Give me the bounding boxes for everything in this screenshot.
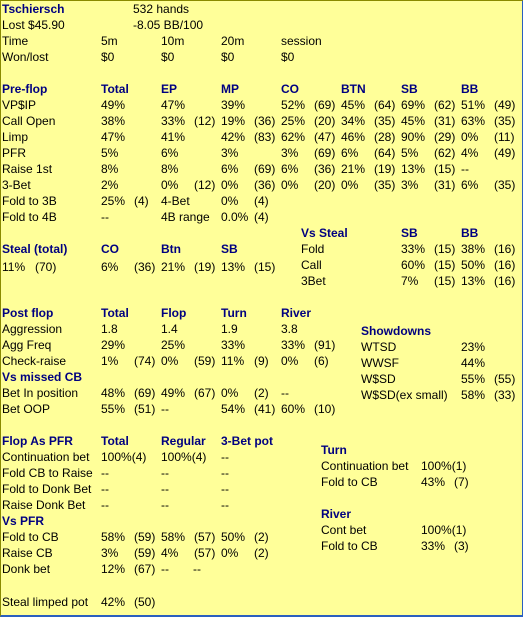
cell: 6% <box>221 162 239 176</box>
cell: 13% <box>221 260 246 274</box>
row-label: Fold to CB <box>2 530 59 544</box>
cell-count: (59) <box>134 530 156 544</box>
row-label: Continuation bet <box>321 459 409 473</box>
cell-count: (50) <box>134 595 156 609</box>
row-label: Steal limped pot <box>2 595 89 609</box>
cell: 45% <box>401 114 426 128</box>
cell: 1% <box>101 354 119 368</box>
cell: -- <box>221 466 229 480</box>
cell-count: (2) <box>254 386 269 400</box>
row-label: Limp <box>2 130 29 144</box>
cell: 4% <box>461 146 479 160</box>
postflop-col-river: River <box>281 306 312 320</box>
row-label: Fold to Donk Bet <box>2 482 92 496</box>
cell-count: (35) <box>494 178 516 192</box>
cell: 45% <box>341 98 366 112</box>
cell: 3% <box>401 178 419 192</box>
vs-steal-col-bb: BB <box>461 226 479 240</box>
cell-count: (69) <box>314 146 336 160</box>
cell: 0% <box>221 194 239 208</box>
cell: 6% <box>101 260 119 274</box>
postflop-title: Post flop <box>2 306 54 320</box>
steal-col-sb: SB <box>221 242 238 256</box>
cell: 11% <box>221 354 245 368</box>
cell: -- <box>101 482 109 496</box>
cell-count: (70) <box>35 260 57 274</box>
row-label: Call <box>301 258 322 272</box>
cell: 47% <box>101 130 126 144</box>
cell: 3.8 <box>281 322 298 336</box>
cell: 13% <box>401 162 426 176</box>
cell: 50% <box>461 258 486 272</box>
row-label: PFR <box>2 146 26 160</box>
turn-title: Turn <box>321 443 347 457</box>
cell: -- <box>161 498 169 512</box>
cell: 42% <box>221 130 246 144</box>
cell-count: (59) <box>194 354 216 368</box>
cell: 52% <box>281 98 306 112</box>
cell-count: (6) <box>314 354 329 368</box>
cell-count: (12) <box>194 178 216 192</box>
cell: 33% <box>161 114 186 128</box>
cell: 4% <box>161 546 179 560</box>
cell: 58% <box>161 530 186 544</box>
row-label: Raise Donk Bet <box>2 498 86 512</box>
cell: 0% <box>161 354 179 368</box>
cell-count: (3) <box>454 539 469 553</box>
cell: 41% <box>161 130 186 144</box>
cell: 60% <box>281 402 306 416</box>
cell: 5% <box>101 146 119 160</box>
cell: 43% <box>421 475 446 489</box>
cell-count: (19) <box>194 260 216 274</box>
cell: 0% <box>161 178 179 192</box>
postflop-col-flop: Flop <box>161 306 187 320</box>
wonlost-session: $0 <box>281 50 295 64</box>
flop-pfr-col-regular: Regular <box>161 434 206 448</box>
cell-count: (35) <box>494 114 516 128</box>
row-label: Agg Freq <box>2 338 52 352</box>
cell: -- <box>161 466 169 480</box>
steal-col-btn: Btn <box>161 242 181 256</box>
cell: 46% <box>341 130 366 144</box>
row-label: Fold to 4B <box>2 210 57 224</box>
cell: 49% <box>101 98 126 112</box>
cell: 38% <box>101 114 126 128</box>
cell: 1.8 <box>101 322 118 336</box>
cell: 0.0% <box>221 210 249 224</box>
row-label: VP$IP <box>2 98 37 112</box>
row-label: 3Bet <box>301 274 326 288</box>
row-label: 3-Bet <box>2 178 31 192</box>
preflop-col-bb: BB <box>461 82 479 96</box>
cell-count: (57) <box>194 546 216 560</box>
flop-pfr-col-total: Total <box>101 434 129 448</box>
cell: -- <box>101 466 109 480</box>
cell: 21% <box>341 162 366 176</box>
vs-missed-cb-title: Vs missed CB <box>2 370 83 384</box>
cell: 19% <box>221 114 246 128</box>
bb-per-100: -8.05 BB/100 <box>133 18 204 32</box>
cell: 0% <box>221 178 239 192</box>
cell: 6% <box>461 178 479 192</box>
wonlost-label: Won/lost <box>2 50 49 64</box>
cell-count: (69) <box>254 162 276 176</box>
cell: 33% <box>281 338 306 352</box>
cell: 21% <box>161 260 186 274</box>
cell: 55% <box>461 372 486 386</box>
cell: 47% <box>161 98 186 112</box>
cell-count: (31) <box>434 114 456 128</box>
preflop-col-ep: EP <box>161 82 178 96</box>
cell-count: (64) <box>374 146 396 160</box>
time-5m: 5m <box>101 34 118 48</box>
flop-pfr-title: Flop As PFR <box>2 434 73 448</box>
cell-count: (29) <box>434 130 456 144</box>
player-name: Tschiersch <box>2 2 65 16</box>
cell: 55% <box>101 402 126 416</box>
cell-count: (35) <box>374 178 396 192</box>
cell-count: (9) <box>254 354 269 368</box>
cell-count: (15) <box>434 242 456 256</box>
cell-count: (15) <box>434 162 456 176</box>
cell: -- <box>461 162 469 176</box>
cell-count: (4) <box>134 194 149 208</box>
row-label: Fold to CB <box>321 475 378 489</box>
cell-count: (16) <box>494 242 516 256</box>
cell-count: (62) <box>434 98 456 112</box>
cell: 5% <box>401 146 419 160</box>
steal-title: Steal (total) <box>2 242 68 256</box>
cell: -- <box>221 482 229 496</box>
row-label: Aggression <box>2 322 63 336</box>
lost-amount: Lost $45.90 <box>2 18 65 32</box>
vs-steal-col-sb: SB <box>401 226 418 240</box>
postflop-col-total: Total <box>101 306 129 320</box>
row-label: Bet OOP <box>2 402 51 416</box>
cell-count: (64) <box>374 98 396 112</box>
row-label: WWSF <box>361 356 399 370</box>
cell: 3% <box>281 146 299 160</box>
cell-label: 4B range <box>161 210 210 224</box>
cell-count: (33) <box>494 388 516 402</box>
cell-count: (28) <box>374 130 396 144</box>
cell: 58% <box>101 530 126 544</box>
cell: 69% <box>401 98 426 112</box>
cell-count: (15) <box>434 258 456 272</box>
cell-count: (55) <box>494 372 516 386</box>
cell-count: (16) <box>494 274 516 288</box>
postflop-col-turn: Turn <box>221 306 247 320</box>
cell: 25% <box>101 194 126 208</box>
preflop-title: Pre-flop <box>2 82 48 96</box>
cell-count: (49) <box>494 98 516 112</box>
cell: 100%(4) <box>101 450 147 464</box>
cell-count: (20) <box>314 178 336 192</box>
row-label: Raise CB <box>2 546 53 560</box>
row-label: W$SD <box>361 372 396 386</box>
cell-count: (67) <box>134 562 156 576</box>
flop-pfr-col-3bet: 3-Bet pot <box>221 434 273 448</box>
cell: -- <box>161 562 169 576</box>
cell: -- <box>161 402 169 416</box>
cell: 90% <box>401 130 426 144</box>
cell-count: (10) <box>314 402 336 416</box>
row-label: Fold to CB <box>321 539 378 553</box>
cell-count: (51) <box>134 402 156 416</box>
cell: 23% <box>461 340 486 354</box>
cell: 29% <box>101 338 126 352</box>
cell-count: (36) <box>314 162 336 176</box>
cell: 50% <box>221 530 246 544</box>
row-label: Donk bet <box>2 562 51 576</box>
cell: -- <box>281 386 289 400</box>
cell: 100%(1) <box>421 459 467 473</box>
row-label: Raise 1st <box>2 162 53 176</box>
preflop-col-co: CO <box>281 82 299 96</box>
cell: 58% <box>461 388 486 402</box>
cell: 33% <box>401 242 426 256</box>
cell-count: (36) <box>254 114 276 128</box>
time-20m: 20m <box>221 34 245 48</box>
cell: 6% <box>161 146 179 160</box>
cell-count: (36) <box>254 178 276 192</box>
time-10m: 10m <box>161 34 185 48</box>
cell: -- <box>161 482 169 496</box>
cell: -- <box>101 210 109 224</box>
cell: 63% <box>461 114 486 128</box>
preflop-col-mp: MP <box>221 82 239 96</box>
preflop-col-sb: SB <box>401 82 418 96</box>
cell: 49% <box>161 386 186 400</box>
cell: 33% <box>221 338 246 352</box>
cell-count: (15) <box>434 274 456 288</box>
hands-count: 532 hands <box>133 2 190 16</box>
time-label: Time <box>2 34 29 48</box>
steal-col-co: CO <box>101 242 119 256</box>
cell: 51% <box>461 98 486 112</box>
cell: 100%(1) <box>421 523 467 537</box>
cell: 6% <box>281 162 299 176</box>
cell-label: 4-Bet <box>161 194 190 208</box>
cell-count: (4) <box>254 194 269 208</box>
cell: 25% <box>161 338 186 352</box>
cell-count: (2) <box>254 546 269 560</box>
time-session: session <box>281 34 322 48</box>
cell-count: (62) <box>434 146 456 160</box>
cell: 100%(4) <box>161 450 207 464</box>
cell: 6% <box>341 146 359 160</box>
row-label: Fold <box>301 242 325 256</box>
cell: 7% <box>401 274 419 288</box>
wonlost-5m: $0 <box>101 50 115 64</box>
cell: 39% <box>221 98 246 112</box>
row-label: Continuation bet <box>2 450 90 464</box>
cell-count: (7) <box>454 475 469 489</box>
cell: 48% <box>101 386 126 400</box>
cell-count: (41) <box>254 402 276 416</box>
cell: 13% <box>461 274 486 288</box>
vs-steal-title: Vs Steal <box>301 226 348 240</box>
cell: 8% <box>101 162 119 176</box>
cell-count: (4) <box>254 210 269 224</box>
cell: 2% <box>101 178 119 192</box>
cell: 54% <box>221 402 246 416</box>
cell-count: (49) <box>494 146 516 160</box>
cell: 42% <box>101 595 126 609</box>
cell: 60% <box>401 258 426 272</box>
cell: 3% <box>101 546 119 560</box>
cell-count: (47) <box>314 130 336 144</box>
row-label: Fold to 3B <box>2 194 57 208</box>
row-label: Fold CB to Raise <box>2 466 93 480</box>
showdowns-title: Showdowns <box>361 324 431 338</box>
cell-count: (69) <box>314 98 336 112</box>
row-label: Cont bet <box>321 523 367 537</box>
cell-count: (2) <box>254 530 269 544</box>
cell-count: (35) <box>374 114 396 128</box>
cell: 25% <box>281 114 306 128</box>
row-label: Check-raise <box>2 354 67 368</box>
vs-pfr-title: Vs PFR <box>2 514 45 528</box>
cell: 0% <box>221 386 239 400</box>
preflop-col-btn: BTN <box>341 82 366 96</box>
cell-count: (15) <box>254 260 276 274</box>
cell: 0% <box>341 178 359 192</box>
cell-count: (31) <box>434 178 456 192</box>
cell-count: (74) <box>134 354 156 368</box>
cell-count: (67) <box>194 386 216 400</box>
cell: 12% <box>101 562 126 576</box>
cell: 3% <box>221 146 239 160</box>
cell-count: (11) <box>494 130 515 144</box>
cell: 0% <box>221 546 239 560</box>
cell: 11% <box>2 260 26 274</box>
cell-count: (83) <box>254 130 276 144</box>
cell: -- <box>101 498 109 512</box>
cell: 0% <box>281 354 299 368</box>
cell-count: (12) <box>194 114 216 128</box>
cell: 0% <box>461 130 479 144</box>
cell-count: (57) <box>194 530 216 544</box>
cell: 1.9 <box>221 322 238 336</box>
cell-count: (59) <box>134 546 156 560</box>
wonlost-20m: $0 <box>221 50 235 64</box>
cell-count: (16) <box>494 258 516 272</box>
cell-count: (19) <box>374 162 396 176</box>
river-title: River <box>321 507 352 521</box>
cell: -- <box>221 498 229 512</box>
cell-count: (36) <box>134 260 156 274</box>
cell: -- <box>193 562 201 576</box>
cell: 1.4 <box>161 322 178 336</box>
cell: 0% <box>281 178 299 192</box>
cell: -- <box>221 450 229 464</box>
row-label: WTSD <box>361 340 397 354</box>
preflop-col-total: Total <box>101 82 129 96</box>
cell: 8% <box>161 162 179 176</box>
cell-count: (91) <box>314 338 336 352</box>
row-label: Call Open <box>2 114 56 128</box>
cell-count: (20) <box>314 114 336 128</box>
cell: 38% <box>461 242 486 256</box>
cell: 34% <box>341 114 366 128</box>
row-label: Bet In position <box>2 386 79 400</box>
cell: 33% <box>421 539 446 553</box>
cell: 44% <box>461 356 486 370</box>
row-label: W$SD(ex small) <box>361 388 448 402</box>
cell-count: (69) <box>134 386 156 400</box>
wonlost-10m: $0 <box>161 50 175 64</box>
cell: 62% <box>281 130 306 144</box>
